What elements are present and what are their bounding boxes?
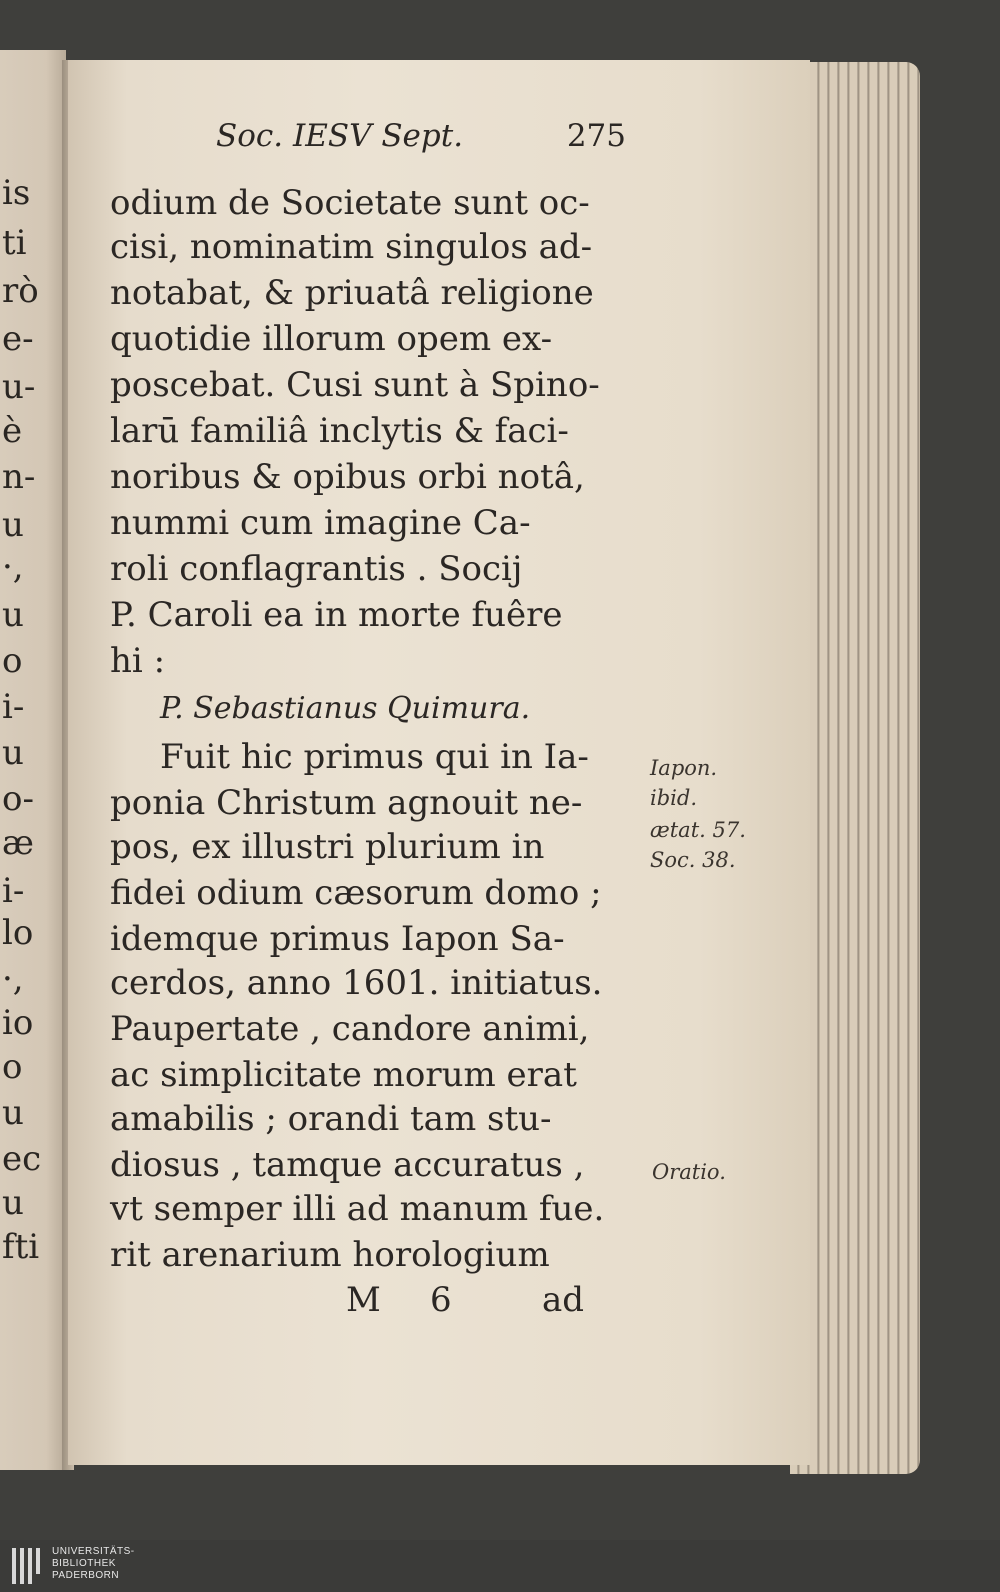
body-line: P. Caroli ea in morte fuêre xyxy=(110,595,563,635)
left-page xyxy=(0,50,66,1470)
body-line: vt semper illi ad manum fue. xyxy=(110,1189,605,1229)
body-line: idemque primus Iapon Sa- xyxy=(110,919,565,959)
body-line: fidei odium cæsorum domo ; xyxy=(110,873,602,913)
body-line: amabilis ; orandi tam stu- xyxy=(110,1099,552,1139)
margin-note: Soc. 38. xyxy=(650,848,736,872)
left-page-fragment: io xyxy=(2,1003,34,1043)
footer-bar xyxy=(0,1540,1000,1592)
left-page-fragment: n- xyxy=(2,457,36,497)
signature-number: 6 xyxy=(430,1280,452,1320)
left-page-fragment: è xyxy=(2,411,23,451)
body-line: hi : xyxy=(110,641,166,681)
margin-note: ætat. 57. xyxy=(650,818,746,842)
margin-note: ibid. xyxy=(650,786,697,810)
left-page-fragment: e- xyxy=(2,319,34,359)
left-page-fragment: u xyxy=(2,595,24,635)
section-heading: P. Sebastianus Quimura. xyxy=(160,691,531,726)
body-line: larū familiâ inclytis & faci- xyxy=(110,411,569,451)
page-number: 275 xyxy=(566,118,626,154)
left-page-fragment: ·, xyxy=(2,959,24,999)
left-page-fragment: is xyxy=(2,173,31,213)
left-page-fragment: i- xyxy=(2,687,25,727)
running-head: Soc. IESV Sept. xyxy=(216,118,464,154)
body-line: noribus & opibus orbi notâ, xyxy=(110,457,585,497)
left-page-fragment: i- xyxy=(2,871,25,911)
margin-note: Iapon. xyxy=(650,756,718,780)
catchword: ad xyxy=(542,1280,585,1320)
body-line: ponia Christum agnouit ne- xyxy=(110,783,583,823)
left-page-fragment: ec xyxy=(2,1139,42,1179)
library-logo-text: UNIVERSITÄTS- BIBLIOTHEK PADERBORN xyxy=(52,1546,135,1581)
body-line: quotidie illorum opem ex- xyxy=(110,319,553,359)
left-page-fragment: u xyxy=(2,733,24,773)
left-page-fragment: o- xyxy=(2,779,34,819)
left-page-fragment: o xyxy=(2,1047,23,1087)
running-header xyxy=(216,112,626,162)
signature-line xyxy=(346,1280,596,1320)
left-page-fragment: o xyxy=(2,641,23,681)
signature-mark: M xyxy=(346,1280,381,1320)
body-line: nummi cum imagine Ca- xyxy=(110,503,531,543)
body-line: diosus , tamque accuratus , xyxy=(110,1145,585,1185)
body-line: cisi, nominatim singulos ad- xyxy=(110,227,593,267)
left-page-fragment: u- xyxy=(2,367,36,407)
left-page-fragment: u xyxy=(2,505,24,545)
body-line: rit arenarium horologium xyxy=(110,1235,550,1275)
left-page-fragment: æ xyxy=(2,823,34,863)
body-line: notabat, & priuatâ religione xyxy=(110,273,594,313)
left-page-fragment: u xyxy=(2,1183,24,1223)
left-page-fragment: lo xyxy=(2,913,34,953)
left-page-fragment: rò xyxy=(2,271,39,311)
left-page-fragment: ti xyxy=(2,223,27,263)
body-line: ac simplicitate morum erat xyxy=(110,1055,577,1095)
left-page-fragment: fti xyxy=(2,1227,40,1267)
library-logo-icon xyxy=(12,1548,46,1584)
margin-note: Oratio. xyxy=(652,1160,726,1184)
body-line: cerdos, anno 1601. initiatus. xyxy=(110,963,603,1003)
left-page-fragment: u xyxy=(2,1093,24,1133)
body-line: Fuit hic primus qui in Ia- xyxy=(160,737,589,777)
body-line: roli conflagrantis . Socij xyxy=(110,549,523,589)
body-line: pos, ex illustri plurium in xyxy=(110,827,545,867)
body-line: Paupertate , candore animi, xyxy=(110,1009,590,1049)
left-page-fragment: ·, xyxy=(2,547,24,587)
body-line: poscebat. Cusi sunt à Spino- xyxy=(110,365,600,405)
body-line: odium de Societate sunt oc- xyxy=(110,183,590,223)
